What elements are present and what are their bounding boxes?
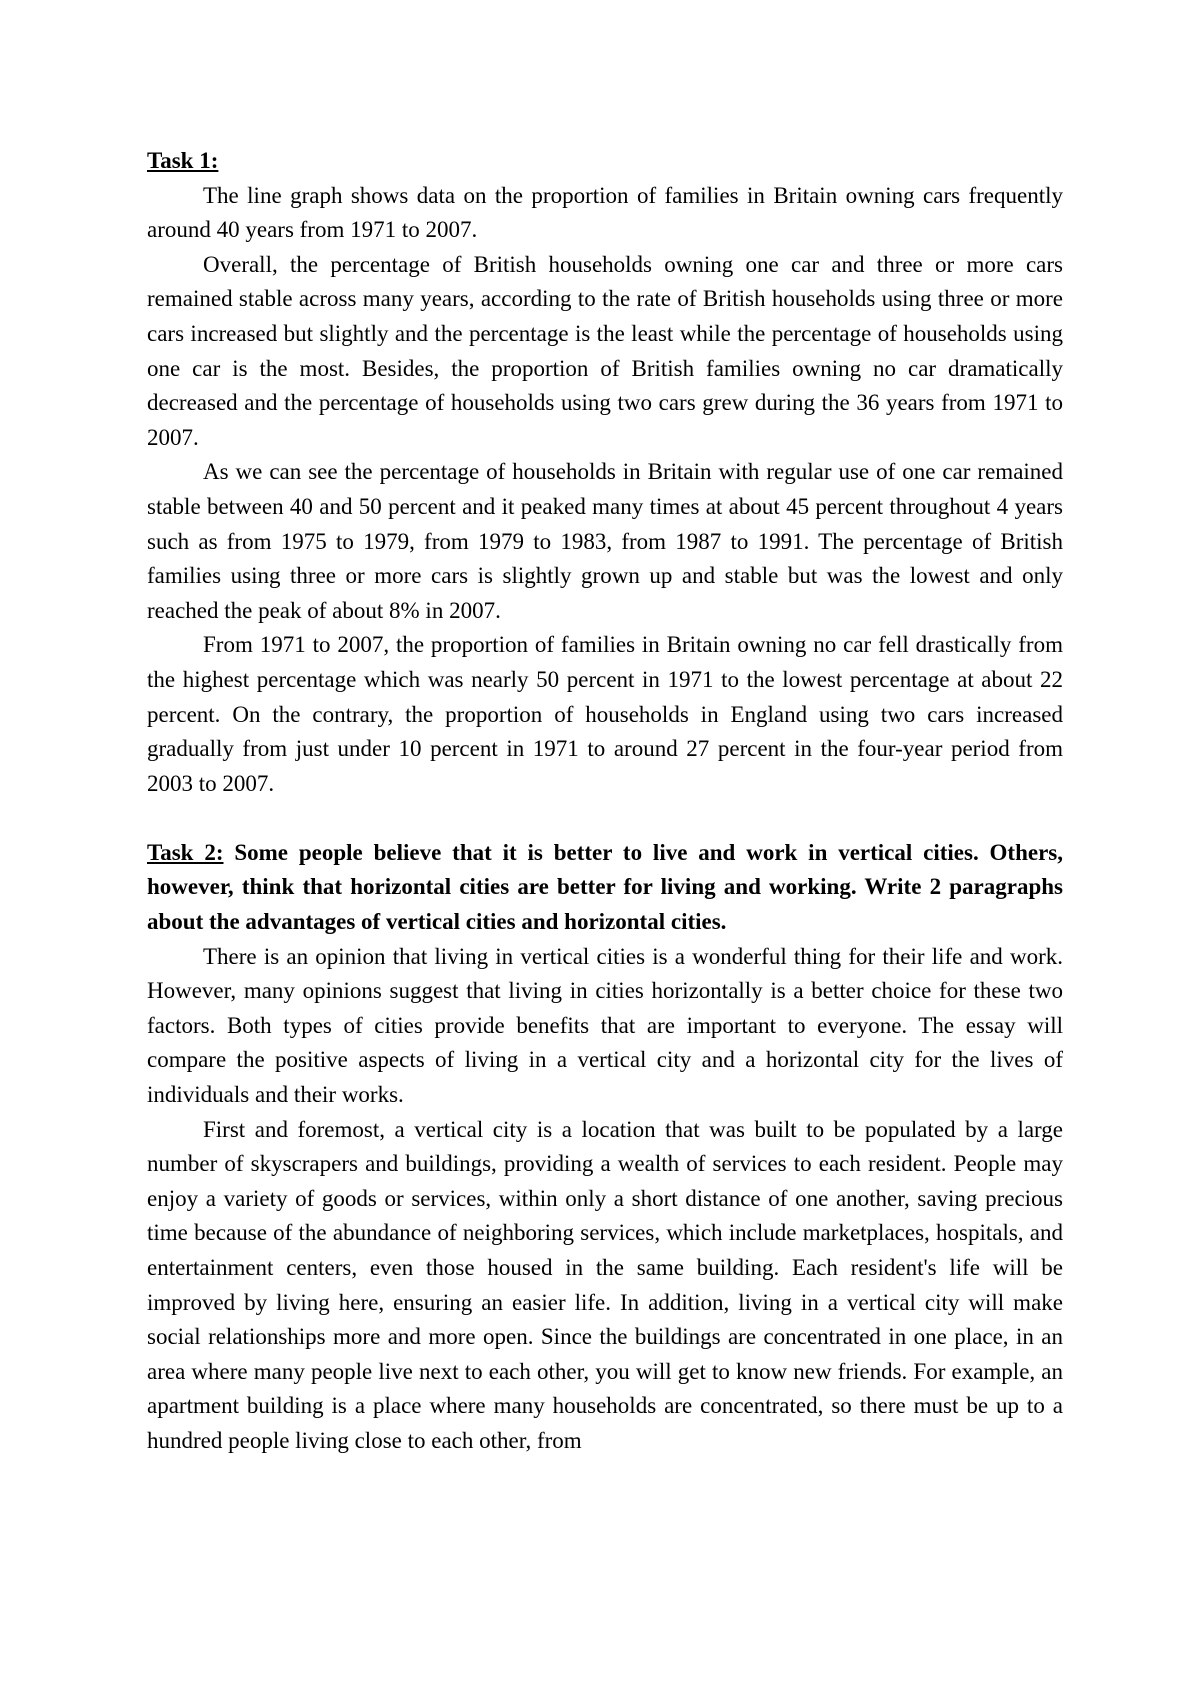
task1-paragraph-2: Overall, the percentage of British households owning one car and three or more cars remained stable across many years, according to the rate of British households using three or more cars increased but slightly and the percentage is the least while the percentage of households using one car is the most. Besides, the proportion of British families owning no car dramatically decreased and the percentage of households using two cars grew during the 36 years from 1971 to 2007.: [147, 251, 1063, 450]
task2-paragraph-2: First and foremost, a vertical city is a location that was built to be populated by a large number of skyscrapers and buildings, providing a wealth of services to each resident. People may enjoy a variety of goods or services, within only a short distance of one another, saving precious time because of the abundance of neighboring services, which include marketplaces, hospitals, and entertainment centers, even those housed in the same building. Each resident's life will be improved by living here, ensuring an easier life. In addition, living in a vertical city will make social relationships more and more open. Since the buildings are concentrated in one place, in an area where many people live next to each other, you will get to know new friends. For example, an apartment building is a place where many households are concentrated, so there must be up to a hundred people living close to each other, from: [147, 1116, 1063, 1453]
document-page: [147, 144, 1063, 1459]
task2-heading: [147, 836, 1063, 940]
task1-paragraph-1: The line graph shows data on the proportion of families in Britain owning cars frequently around 40 years from 1971 to 2007.: [147, 182, 1063, 243]
task2-label: Task 2:: [147, 839, 224, 865]
task1-paragraph-3: As we can see the percentage of households in Britain with regular use of one car remained stable between 40 and 50 percent and it peaked many times at about 45 percent throughout 4 years such as from 1975 to 1979, from 1979 to 1983, from 1987 to 1991. The percentage of British families using three or more cars is slightly grown up and stable but was the lowest and only reached the peak of about 8% in 2007.: [147, 459, 1063, 623]
task2-prompt: Some people believe that it is better to live and work in vertical cities. Others, however, think that horizontal cities are better for living and working. Write 2 paragraphs about the advantages of vertical cities and horizontal cities.: [147, 839, 1064, 935]
task1-paragraph-4: From 1971 to 2007, the proportion of families in Britain owning no car fell drastically from the highest percentage which was nearly 50 percent in 1971 to the lowest percentage at about 22 percent. On the contrary, the proportion of households in England using two cars increased gradually from just under 10 percent in 1971 to around 27 percent in the four-year period from 2003 to 2007.: [147, 632, 1063, 796]
task1-heading: Task 1:: [147, 148, 219, 173]
task2-paragraph-1: There is an opinion that living in vertical cities is a wonderful thing for their life and work. However, many opinions suggest that living in cities horizontally is a better choice for these two factors. Both types of cities provide benefits that are important to everyone. The essay will compare the positive aspects of living in a vertical city and a horizontal city for the lives of individuals and their works.: [147, 943, 1063, 1108]
